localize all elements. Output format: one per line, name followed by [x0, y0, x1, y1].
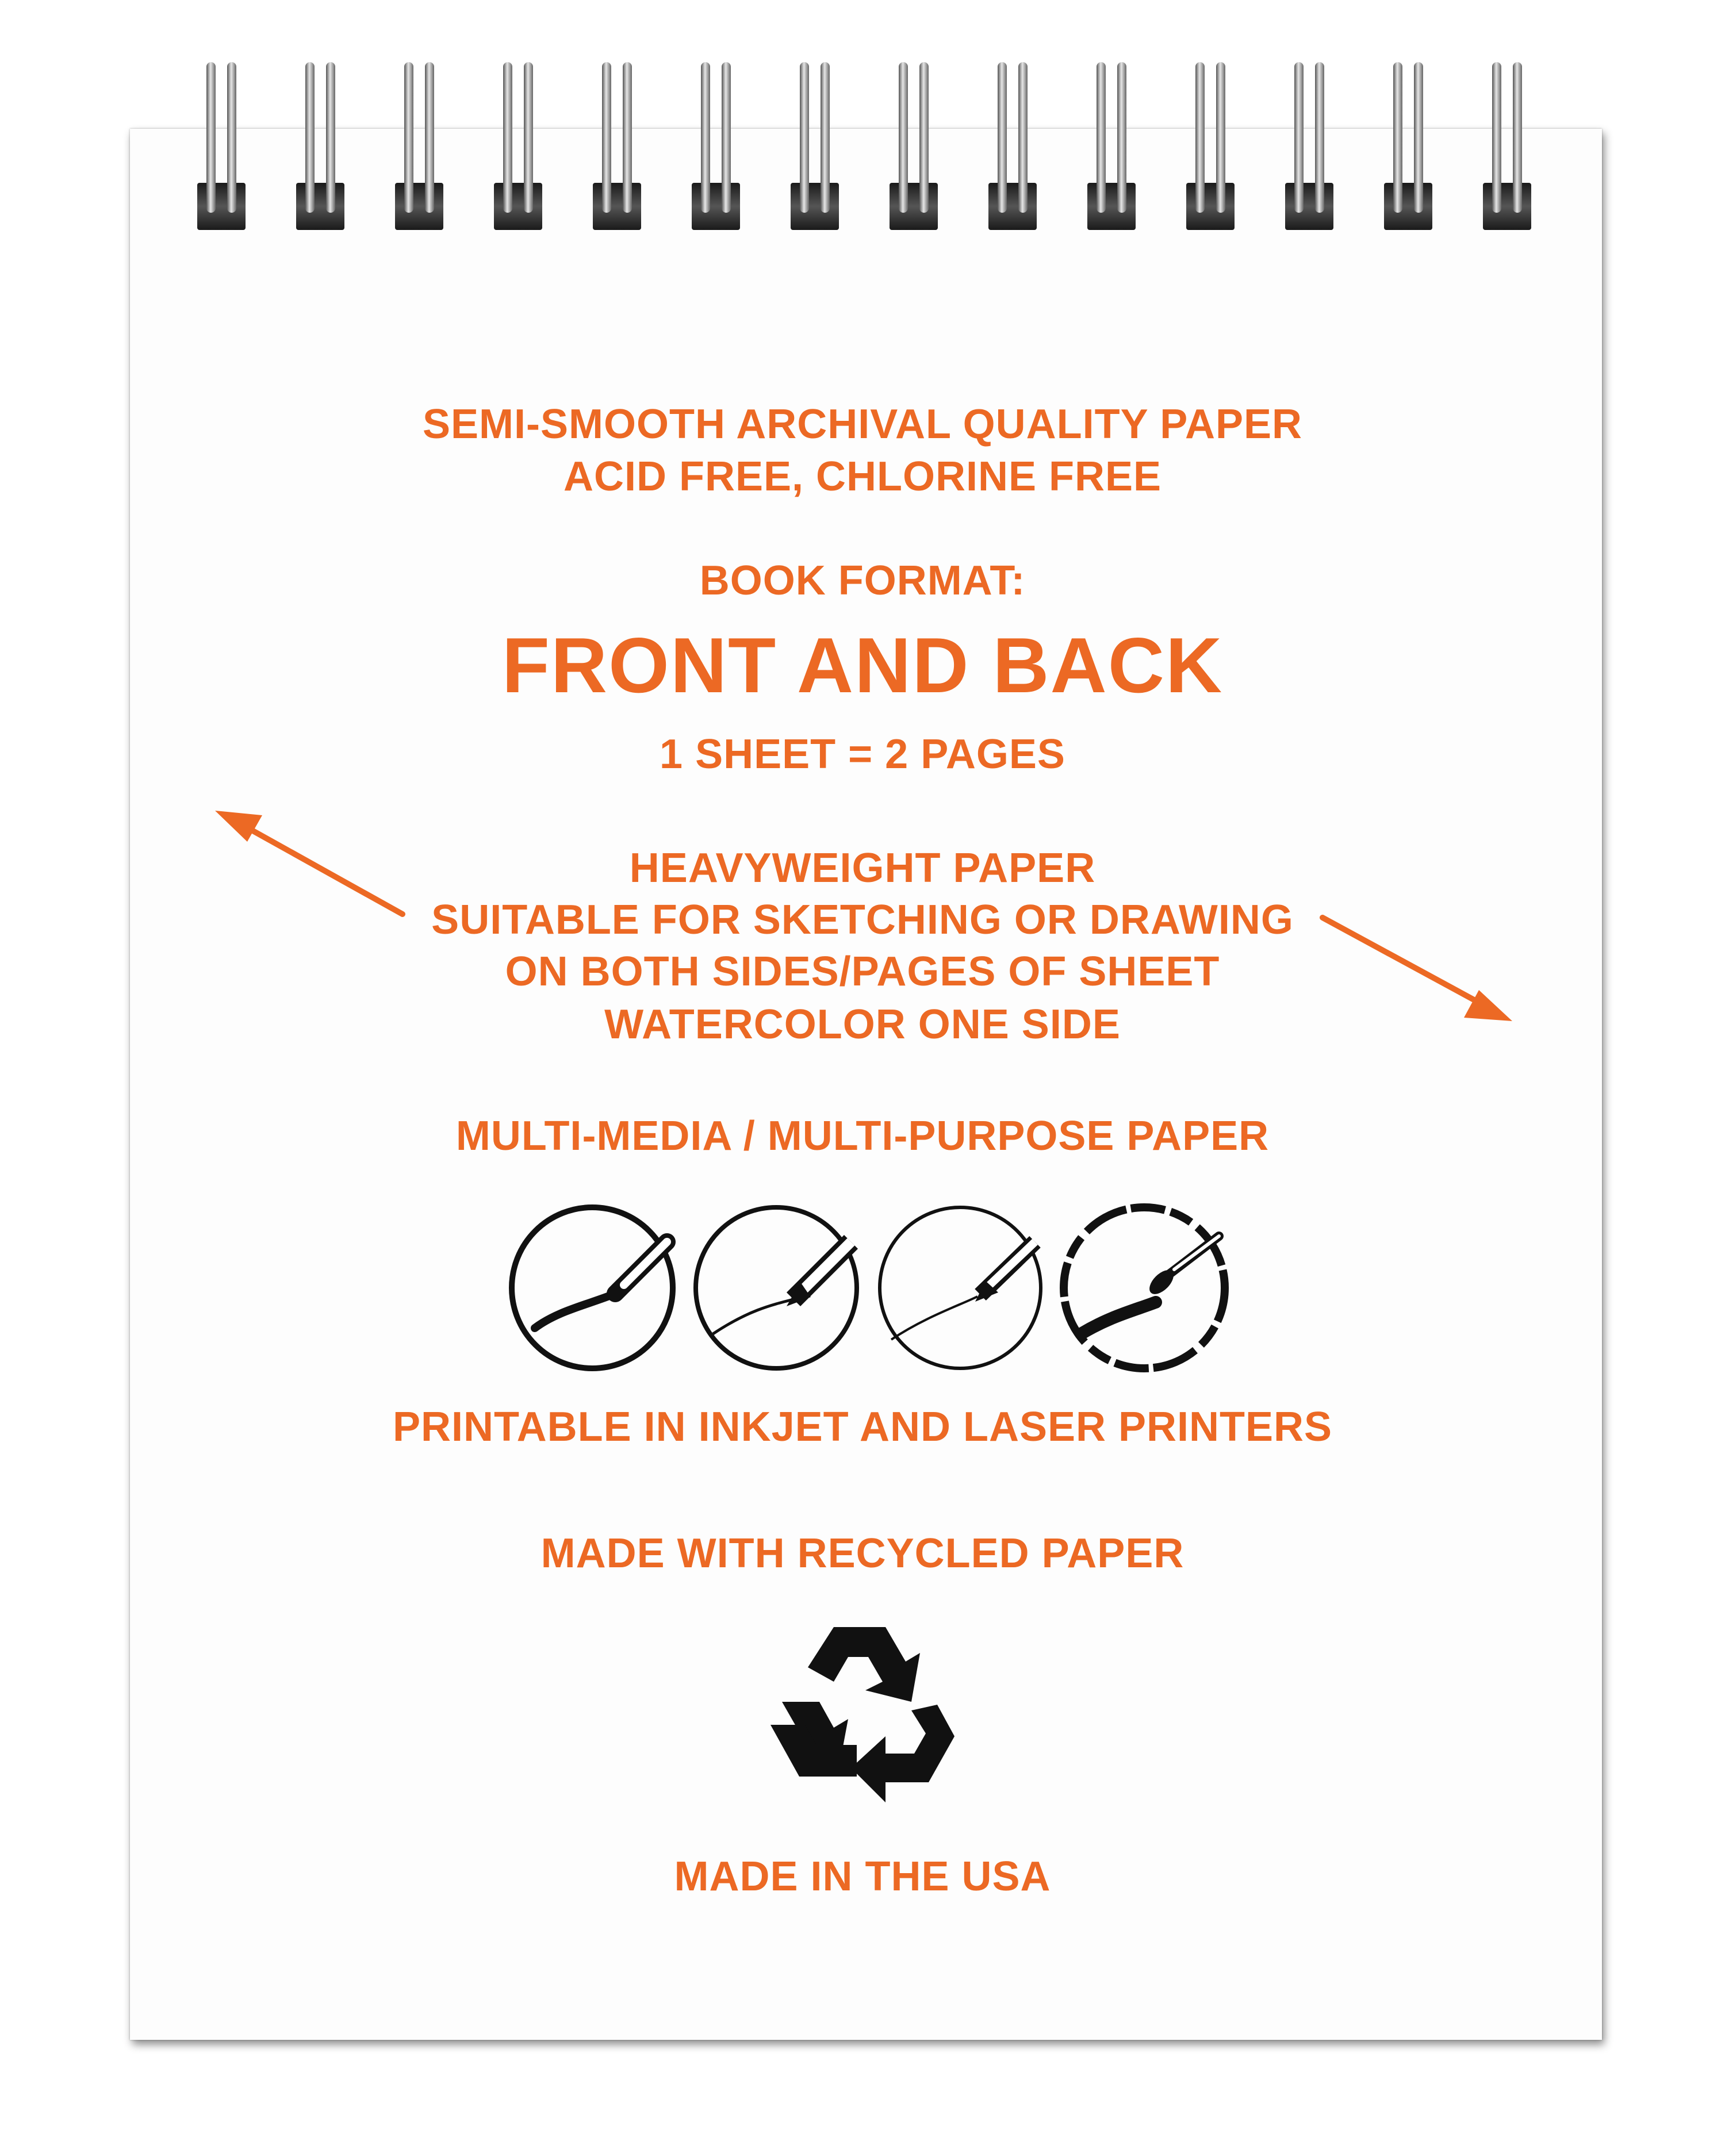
weight-line: ON BOTH SIDES/PAGES OF SHEET: [505, 949, 1220, 995]
spiral-ring: [197, 62, 246, 230]
pencil-icon: [696, 1207, 857, 1368]
spiral-ring: [296, 62, 344, 230]
spiral-ring: [1285, 62, 1333, 230]
sheet-note-text: 1 SHEET = 2 PAGES: [660, 731, 1065, 777]
arrow-right-icon: [1317, 908, 1524, 1035]
recycle-icon: [747, 1604, 977, 1834]
spiral-ring: [1384, 62, 1432, 230]
paper-quality-text: SEMI-SMOOTH ARCHIVAL QUALITY PAPER: [422, 401, 1303, 447]
book-format-label: BOOK FORMAT:: [699, 558, 1026, 604]
spiral-ring: [988, 62, 1037, 230]
printable-text: PRINTABLE IN INKJET AND LASER PRINTERS: [392, 1404, 1333, 1450]
spiral-ring: [1087, 62, 1136, 230]
spiral-ring: [791, 62, 839, 230]
brush-pen-icon: [512, 1207, 673, 1368]
made-in-usa-text: MADE IN THE USA: [674, 1854, 1051, 1900]
spiral-ring: [1186, 62, 1235, 230]
drawing-tools-icons: [494, 1184, 1230, 1391]
weight-line: WATERCOLOR ONE SIDE: [604, 1002, 1121, 1048]
book-format-value: FRONT AND BACK: [501, 622, 1224, 709]
spiral-ring: [593, 62, 641, 230]
fountain-pen-icon: [880, 1207, 1041, 1368]
weight-line: SUITABLE FOR SKETCHING OR DRAWING: [431, 897, 1294, 943]
acid-free-text: ACID FREE, CHLORINE FREE: [563, 454, 1162, 500]
spiral-binding: [0, 0, 1725, 241]
weight-line: HEAVYWEIGHT PAPER: [629, 845, 1096, 891]
spiral-ring: [395, 62, 443, 230]
paint-brush-icon: [1064, 1207, 1225, 1368]
spiral-ring: [494, 62, 542, 230]
spiral-ring: [890, 62, 938, 230]
recycled-text: MADE WITH RECYCLED PAPER: [540, 1530, 1184, 1576]
spiral-ring: [1483, 62, 1531, 230]
arrow-left-icon: [207, 805, 414, 931]
spiral-ring: [692, 62, 740, 230]
multimedia-text: MULTI-MEDIA / MULTI-PURPOSE PAPER: [455, 1113, 1270, 1159]
